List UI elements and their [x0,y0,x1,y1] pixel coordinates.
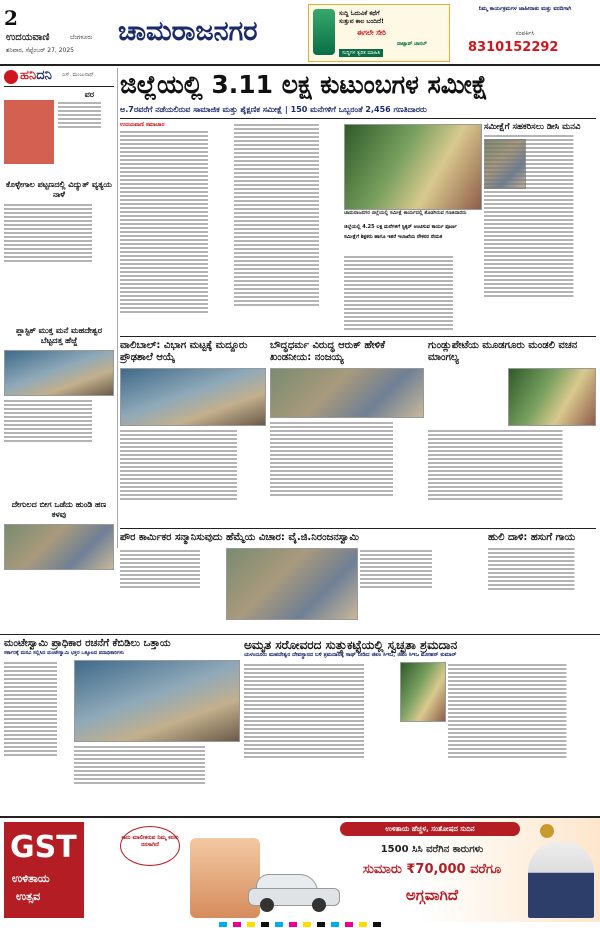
lead-story [120,68,596,338]
pourakarmika-headline: ಪೌರ ಕಾರ್ಮಿಕರ ಸನ್ಮಾನಿಸುವುದು ಹೆಮ್ಮೆಯ ವಿಚಾರ: ವೈ.ಜಿ.ನಿರಂಜನಸ್ವಾಮಿ [120,532,359,543]
masthead [0,0,600,64]
story-amrutha [244,638,596,814]
mantesh-headline: ಮಂಟೇಸ್ವಾಮಿ ಪ್ರಾಧಿಕಾರ ರಚನೆಗೆ ಕೆಬಿಡಿಲು ಒತ್ತಾಯ [4,638,171,649]
intro-text [58,100,112,130]
row-rule-1 [120,336,596,337]
mantesh-photo [74,660,240,742]
honey-brand [20,68,52,83]
contact-line2: ಸಂಪರ್ಕಿಸಿ [515,30,535,37]
edition: ಬೆಂಗಳೂರು [70,34,93,41]
honey-byline: ಎಸ್. ಮಂಜುನಾಥ್ [62,72,94,78]
story-buddhism [270,340,424,530]
lead-photo [344,124,482,210]
gst-banner: ಉಳಿತಾಯ ಹೆಚ್ಚಳ, ಸಂತೋಷದ ಸುದಿನ [340,822,520,836]
gst-ad [0,816,600,922]
plastic-photo [4,350,114,396]
story-temple-theft [4,500,114,570]
paper-name: ಉದಯವಾಣಿ [6,32,50,43]
brand-2: ದನಿ [36,68,52,83]
lead-rule [120,118,596,119]
buddhism-photo [270,368,424,418]
mantesh-subhead: ಸರ್ಕಾರಕ್ಕೆ ಮನವಿ ಸಲ್ಲಿಸಿದ ಮಂಟೇಸ್ವಾಮಿ ಭಕ್ತರ ಒಕ್ಕೂಟದ ಪದಾಧಿಕಾರಿಗಳು [4,650,124,656]
story-plastic [4,326,114,444]
date-line: ಶನಿವಾರ, ಸೆಪ್ಟೆಂಬರ್ 27, 2025 [6,47,74,54]
gundlupete-photo [508,368,596,426]
story-volleyball [120,340,266,530]
gst-main-2: ಸುಮಾರು ₹70,000 ವರೆಗೂ [362,862,502,877]
subhead-left: ಅ.7ರವರೆಗೆ ನಡೆಯಲಿರುವ ಸಾಮಾಜಿಕ ಮತ್ತು ಶೈಕ್ಷಣಿಕ ಸಮೀಕ್ಷೆ [120,105,283,114]
honey-logo-icon [4,70,18,84]
masthead-rule [0,64,600,66]
lead-subhead: ಅ.7ರವರೆಗೆ ನಡೆಯಲಿರುವ ಸಾಮಾಜಿಕ ಮತ್ತು ಶೈಕ್ಷಣಿಕ ಸಮೀಕ್ಷೆ | 150 ಮನೆಗಳಿಗೆ ಒಬ್ಬರಂತೆ 2,456 ಗಣತಿದಾರರು [120,105,427,114]
honey-rule [4,86,114,87]
lead-col-2 [234,122,340,308]
side-story [484,122,596,299]
lead-headline: ಜಿಲ್ಲೆಯಲ್ಲಿ 3.11 ಲಕ್ಷ ಕುಟುಂಬಗಳ ಸಮೀಕ್ಷೆ [120,70,488,99]
amrutha-photo [400,662,446,722]
emblem-icon [540,824,554,838]
buddhism-headline: ಬೌದ್ಧಧರ್ಮ ವಿರುದ್ಧ ಆರುಕ್ ಹೇಳಿಕೆ ಖಂಡನೀಯ: ನಂಜಯ್ಯ [270,340,385,363]
gst-main-3: ಅಗ್ಗವಾಗಿದೆ [405,886,459,904]
lead-col-1 [120,122,230,315]
honey-intro [4,90,114,166]
contact-phone: 8310152292 [468,40,559,55]
lead-byline: ಉದಯವಾಣಿ ಸಮಾಚಾರ [120,122,165,128]
contact-line1: ನಿಮ್ಮ ಕಾರ್ಯಕ್ರಮಗಳ ಜಾಹೀರಾತು ಮತ್ತು ವರದಿಗಾಗಿ [478,6,572,12]
row-rule-2 [120,528,596,529]
bullet-2: ಸಮೀಕ್ಷೆಗೆ ಶಿಕ್ಷಕರು ಹಾಗೂ ಇತರೆ ಇಲಾಖೆಯ ನೌಕರರ ನೇಮಕ [344,234,443,240]
car-graphic [248,874,338,910]
power-cut-headline: ಕೊಳ್ಳೇಗಾಲ ಪಟ್ಟಣದಲ್ಲಿ ವಿದ್ಯುತ್ ವ್ಯತ್ಯಯ ನಾಳೆ [6,180,112,199]
gst-left-box [4,822,84,918]
intro-photo [4,100,54,164]
plastic-headline: ಪ್ಲಾಸ್ಟಿಕ್ ಮುಕ್ತ ಮನೆ ಮಹದೇಶ್ವರ ಬೆಟ್ಟದತ್ತ ಹೆಜ್ಜೆ [15,326,103,345]
pm-photo [528,842,594,918]
pourakarmika-photo [226,548,358,620]
row-rule-3 [0,634,600,635]
wheel-icon [260,898,274,912]
theft-photo [4,524,114,570]
brand-1: ಹನಿ [20,68,37,83]
bullet-1: ಜಿಲ್ಲೆಯಲ್ಲಿ 4.25 ಲಕ್ಷ ಮನೆಗಳಿಗೆ ಸ್ಟಿಕ್ಕರ್ ಅಂಟಿಸುವ ಕಾರ್ಯ ಪೂರ್ಣ [344,224,457,230]
district-title: ಚಾಮರಾಜನಗರ [118,16,258,47]
lead-bullets [344,224,480,240]
gst-sub2: ಉತ್ಸವ [16,890,41,903]
story-mantesh [4,638,240,814]
page-number: 2 [4,6,18,30]
volleyball-headline: ವಾಲಿಬಾಲ್: ವಿಭಾಗ ಮಟ್ಟಕ್ಕೆ ಮದ್ದೂರು ಪ್ರೌಢಶಾಲೆ ಆಯ್ಕೆ [120,340,248,363]
volleyball-photo [120,368,266,426]
gst-sub1: ಉಳಿತಾಯ [12,872,50,885]
amrutha-subhead: ಯಳಂದೂರು ಮಹದೇಶ್ವರ ದೇವಸ್ಥಾನದ ಬಳಿ ಶ್ರಮದಾನಕ್ಕೆ ಸಾಥ್ ನೀಡಿದ ಜಿಪಂ ಸಿಇಒ, ಜಿಪಂ ಸಿಇಒ ಮೋಹನ್ ಕುಮಾರ್ [244,652,457,658]
ad-contact [452,4,596,60]
subhead-right: 150 ಮನೆಗಳಿಗೆ ಒಬ್ಬರಂತೆ 2,456 ಗಣತಿದಾರರು [290,105,427,114]
wheel-icon [312,898,326,912]
whatsapp-promo [308,4,450,62]
story-tiger [488,532,596,624]
registration-bar [0,920,600,928]
side-headline: ಸಮೀಕ್ಷೆಗೆ ಸಹಕರಿಸಲು ಡೀಸಿ ಮನವಿ [484,122,581,132]
gst-title: GST [10,830,77,865]
story-power-cut [4,180,114,264]
tiger-headline: ಹುಲಿ ದಾಳಿ: ಹಸುಗೆ ಗಾಯ [488,532,576,543]
promo-line2: ಸುತ್ತುವ ಕಾಲ ಬಂದಿದೆ! [339,18,384,25]
gundlupete-headline: ಗುಂಡ್ಲುಪೇಟೆಯ ಮೂಡಗೂರು ಮಂಡಲಿ ವಚನ ಮಾಂಗಲ್ಯ [428,340,578,363]
promo-badge: ಸುದ್ದಿಗಳ ತ್ವರಿತ ಮಾಹಿತಿ [339,49,383,57]
lead-photo-caption: ಚಾಮರಾಜನಗರ ಜಿಲ್ಲೆಯಲ್ಲಿ ಸಮೀಕ್ಷೆ ಕಾರ್ಯದಲ್ಲಿ ತೊಡಗಿರುವ ಗಣತಿದಾರರು [344,210,467,216]
amrutha-headline: ಅಮೃತ ಸರೋವರದ ಸುತ್ತುಕಟ್ಟೆಯಲ್ಲಿ ಸ್ವಚ್ಛತಾ ಶ್ರಮದಾನ [244,638,458,652]
intro-title: ವರ [84,90,94,99]
car-text-bubble: ಕಾರು ಮಾಲೀಕರುವ ನಿಮ್ಮ ಕನಸು ನನಸಾಗಿದೆ [120,826,180,866]
promo-line4: ವಾಟ್ಸಾಪ್ ಚಾನಲ್ [397,41,427,47]
column-divider [117,68,118,548]
power-cut-body [4,204,114,262]
phone-graphic [313,9,335,55]
promo-line1: ಸುದ್ದಿ ಓದುವಿಕೆ ಕಥೆಗೆ [339,10,380,17]
promo-line3: ಈಗಲೇ ಸೇರಿ [357,29,386,37]
gst-main-1: 1500 ಸಿಸಿ ವರೆಗಿನ ಕಾರುಗಳು [380,844,484,855]
lead-col-3 [344,254,480,332]
theft-headline: ದೇಗುಲದ ಬೀಗ ಒಡೆದು ಹುಂಡಿ ಹಣ ಕಳವು [11,500,107,519]
story-pourakarmika [120,532,450,624]
story-gundlupete [428,340,596,530]
honey-dani-column [0,68,118,548]
